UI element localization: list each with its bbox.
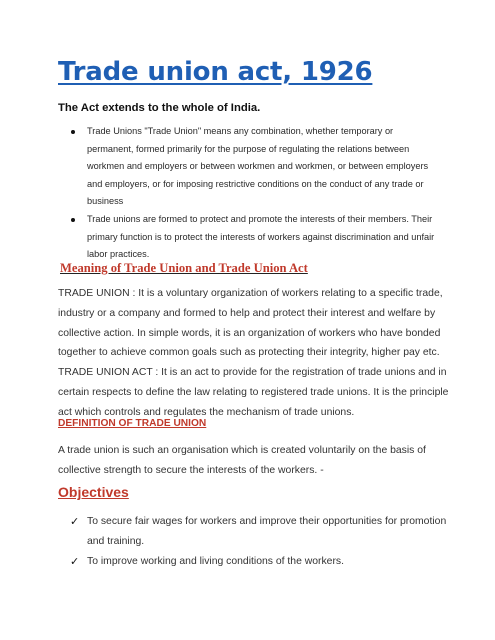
- list-item: Trade Unions "Trade Union" means any combination, whether temporary or permanent, formed primarily for the purpose of regulating the relations between workmen and employers or between workmen and workmen, or between employers and employers, or for imposing restrictive conditions on the conduct of any trade or business: [58, 123, 443, 211]
- list-item: ✓ To secure fair wages for workers and improve their opportunities for promotion and training.: [58, 512, 458, 552]
- checkmark-icon: ✓: [70, 515, 80, 528]
- meaning-heading: Meaning of Trade Union and Trade Union Act: [60, 261, 308, 275]
- objectives-heading: Objectives: [58, 484, 129, 500]
- checkmark-icon: ✓: [70, 554, 80, 568]
- objectives-list: [58, 512, 458, 571]
- list-item: Trade unions are formed to protect and promote the interests of their members. Their primary function is to protect the interests of workers against discrimination and unfair labor practices.: [58, 211, 443, 264]
- bullet-list: [58, 123, 443, 264]
- page-title: Trade union act, 1926: [58, 57, 373, 87]
- bullet-dot-icon: [71, 218, 75, 222]
- list-item: ✓ To improve working and living conditions of the workers.: [58, 552, 458, 572]
- bullet-dot-icon: [71, 130, 75, 134]
- meaning-body: TRADE UNION : It is a voluntary organization of workers relating to a specific trade, industry or a company and formed to help and protect their interest and welfare by collective action. In simple words, it is an organization of workers who have bonded together to achieve common goals such as protecting their integrity, higher pay etc. TRADE UNION ACT : It is an act to provide for the registration of trade unions and in certain respects to define the law relating to registered trade unions. It is the principle act which controls and regulates the mechanism of trade unions.: [58, 288, 449, 418]
- definition-heading: DEFINITION OF TRADE UNION: [58, 418, 207, 429]
- extent-statement: The Act extends to the whole of India.: [58, 102, 261, 114]
- definition-body: A trade union is such an organisation which is created voluntarily on the basis of collective strength to secure the interests of the workers. -: [58, 445, 426, 476]
